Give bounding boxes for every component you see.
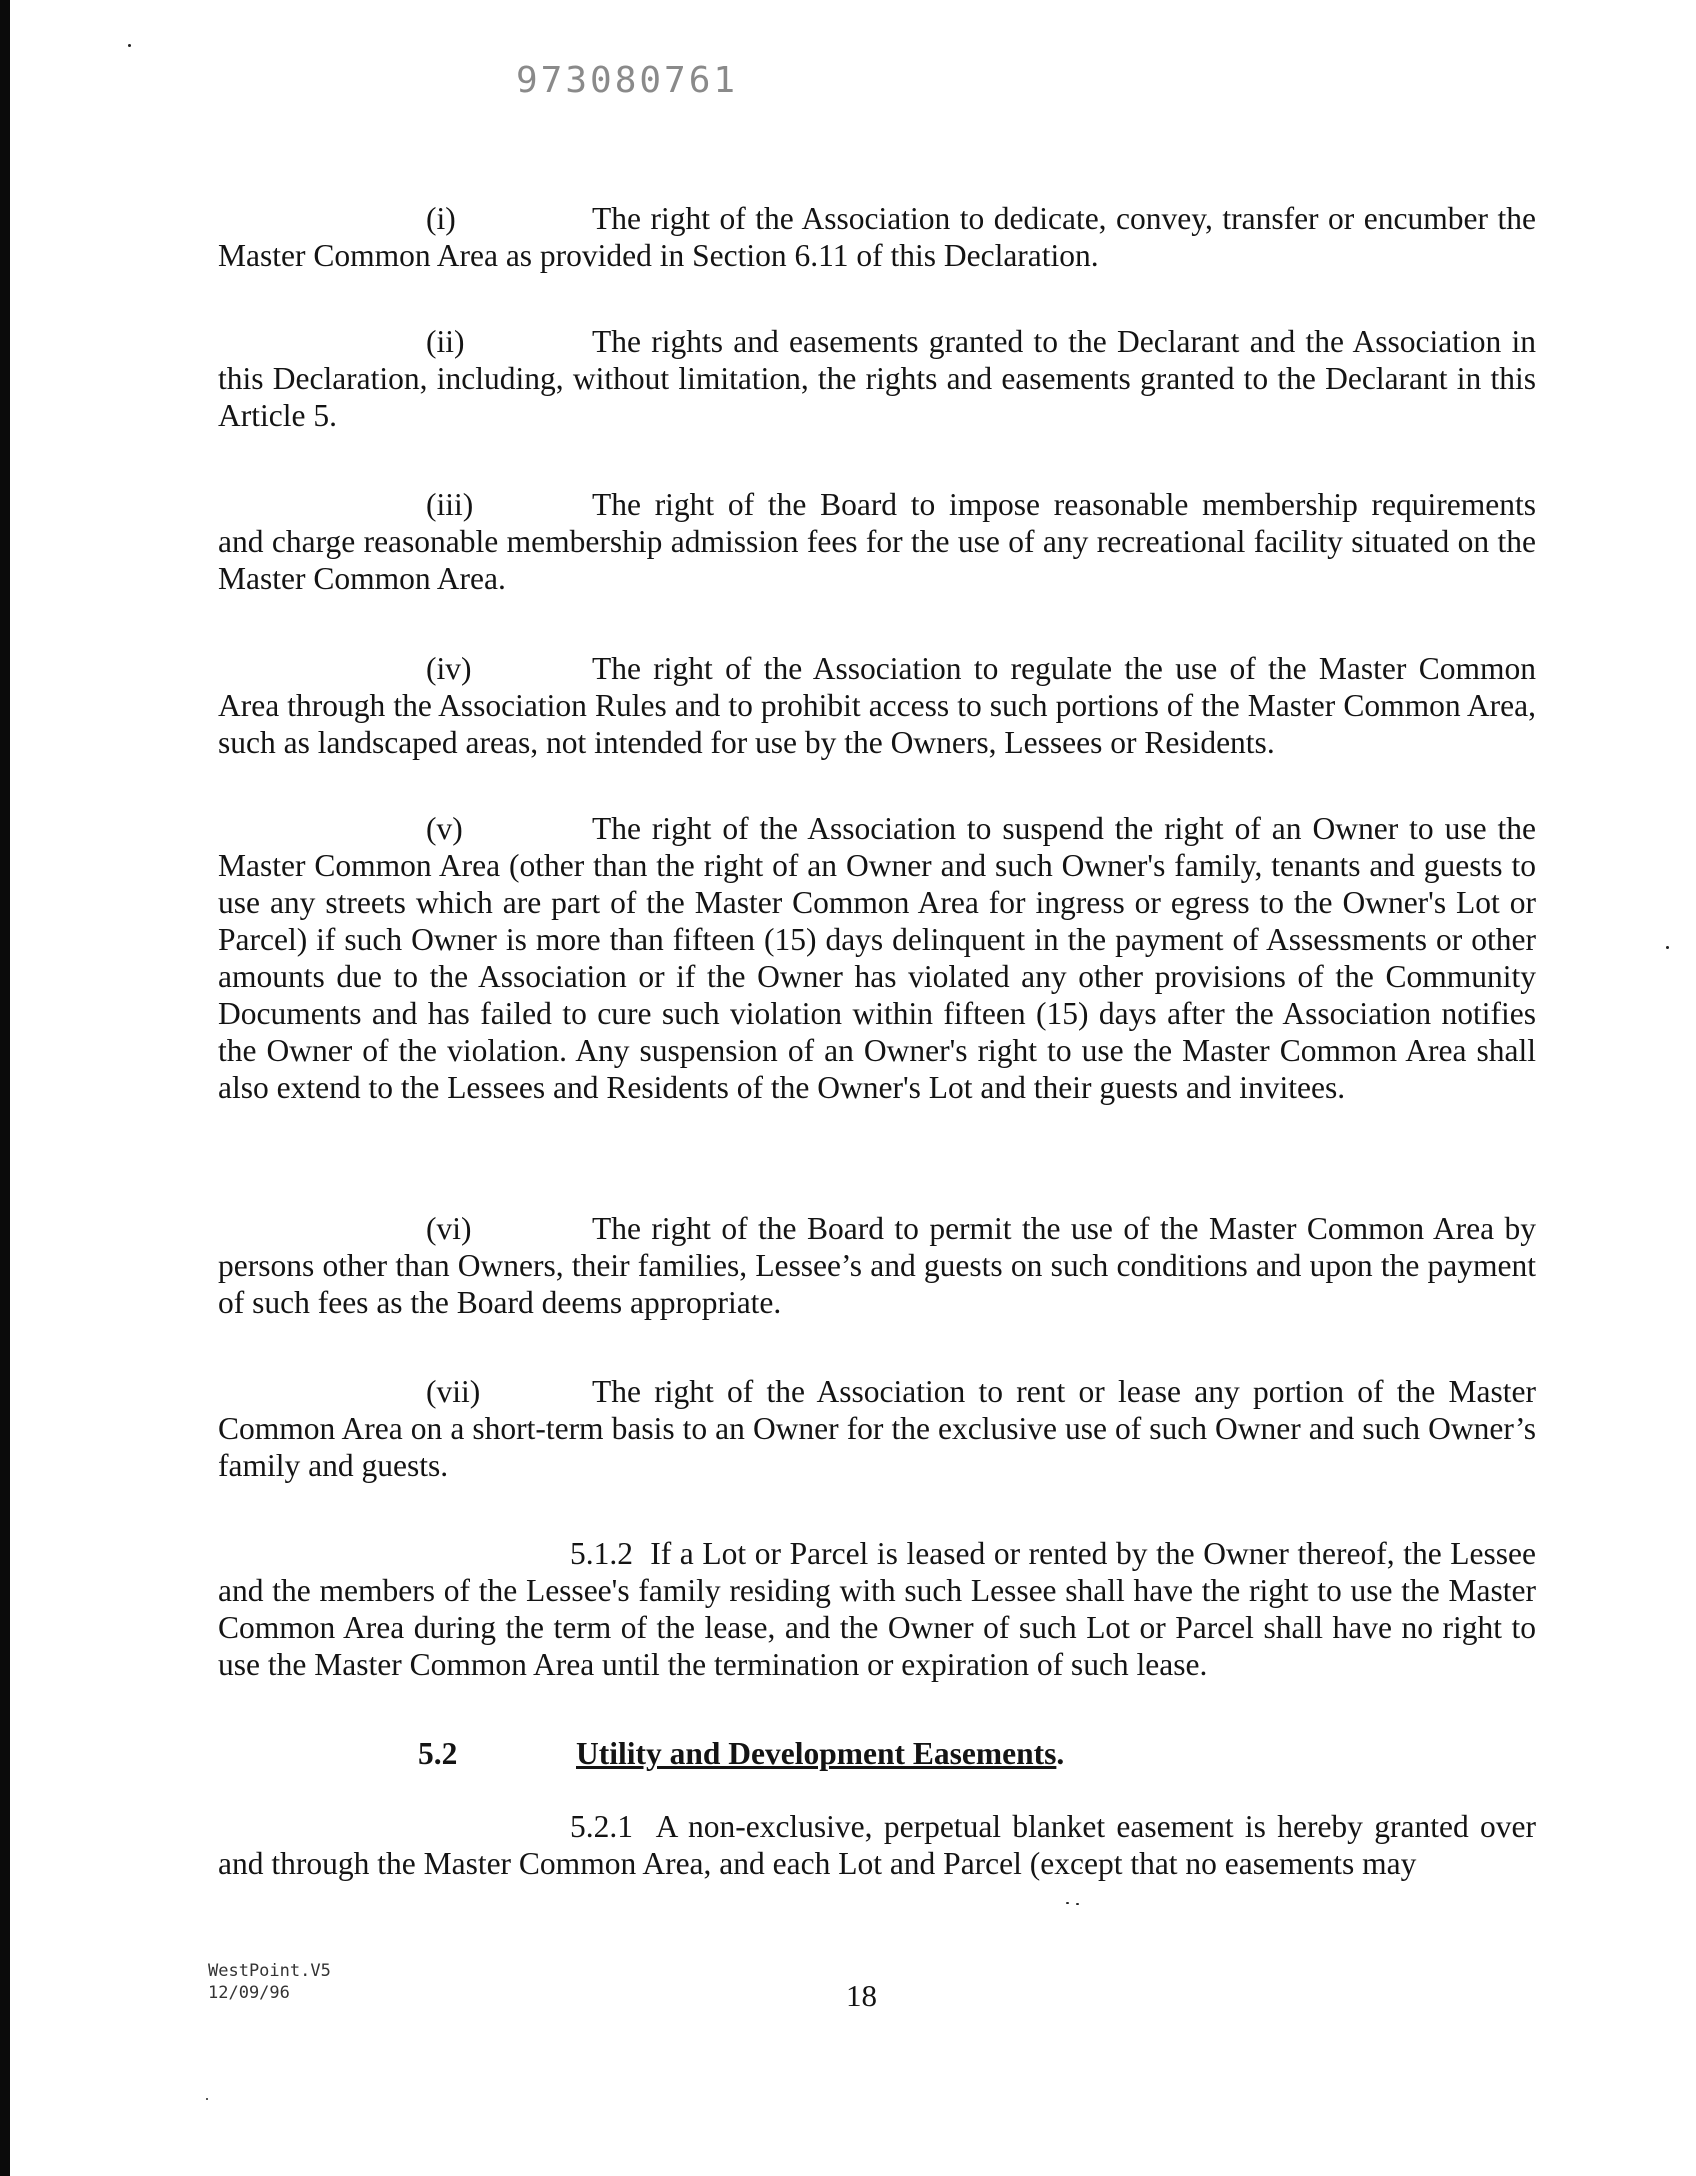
item-text: The right of the Association to dedicate, convey, transfer or encumber the Master Common Area as provided in Section 6.11 of this Declaration.: [218, 201, 1536, 273]
scan-speck: [1066, 1902, 1069, 1904]
subsection-5-2-1: [218, 1808, 1536, 1882]
section-title-period: .: [1056, 1736, 1065, 1771]
item-text: The right of the Association to regulate the use of the Master Common Area through the Association Rules and to prohibit access to such portions of the Master Common Area, such as landscaped areas, not intended for use by the Owners, Lessees or Residents.: [218, 651, 1536, 760]
document-number-stamp: 973080761: [516, 60, 739, 101]
item-number: (v): [426, 811, 463, 846]
item-number: (vii): [426, 1374, 481, 1409]
item-number: (iv): [426, 651, 472, 686]
scan-speck: [1666, 946, 1669, 949]
section-title: Utility and Development Easements: [576, 1736, 1057, 1771]
section-heading-5-2: [418, 1735, 1064, 1772]
scan-left-edge: [0, 0, 10, 2176]
subsection-5-1-2: [218, 1535, 1536, 1683]
item-number: (i): [426, 201, 456, 236]
item-text: The rights and easements granted to the Declarant and the Association in this Declaration, including, without limitation, the rights and easements granted to the Declarant in this Article 5.: [218, 324, 1536, 433]
scan-speck: [128, 44, 131, 47]
paragraph-i: [218, 200, 1536, 274]
paragraph-v: [218, 810, 1536, 1106]
paragraph-iii: [218, 486, 1536, 597]
footer-file-name: WestPoint.V5: [208, 1961, 331, 1981]
item-text: The right of the Association to suspend the right of an Owner to use the Master Common Area (other than the right of an Owner and such Owner's family, tenants and guests to use any streets which are part of the Master Common Area for ingress or egress to the Owner's Lot or Parcel) if such Owner is more than fifteen (15) days delinquent in the payment of Assessments or other amounts due to the Association or if the Owner has violated any other provisions of the Community Documents and has failed to cure such violation within fifteen (15) days after the Association notifies the Owner of the violation. Any suspension of an Owner's right to use the Master Common Area shall also extend to the Lessees and Residents of the Owner's Lot and their guests and invitees.: [218, 811, 1536, 1105]
item-number: (iii): [426, 487, 474, 522]
page-number: 18: [846, 1978, 877, 2013]
scan-speck: [1076, 1903, 1079, 1905]
subsection-number: 5.1.2: [570, 1536, 633, 1571]
item-text: The right of the Board to permit the use of the Master Common Area by persons other than Owners, their families, Lessee’s and guests on such conditions and upon the payment of such fees as the Board deems appropriate.: [218, 1211, 1536, 1320]
paragraph-ii: [218, 323, 1536, 434]
item-number: (ii): [426, 324, 465, 359]
subsection-number: 5.2.1: [570, 1809, 633, 1844]
footer-file-info: [208, 1960, 331, 2004]
paragraph-iv: [218, 650, 1536, 761]
scan-speck: [206, 2098, 208, 2100]
section-number: 5.2: [418, 1736, 458, 1771]
item-text: The right of the Board to impose reasonable membership requirements and charge reasonable membership admission fees for the use of any recreational facility situated on the Master Common Area.: [218, 487, 1536, 596]
paragraph-vii: [218, 1373, 1536, 1484]
subsection-text: A non-exclusive, perpetual blanket easement is hereby granted over and through the Master Common Area, and each Lot and Parcel (except that no easements may: [218, 1809, 1536, 1881]
footer-date: 12/09/96: [208, 1983, 290, 2003]
subsection-text: If a Lot or Parcel is leased or rented by the Owner thereof, the Lessee and the members of the Lessee's family residing with such Lessee shall have the right to use the Master Common Area during the term of the lease, and the Owner of such Lot or Parcel shall have no right to use the Master Common Area until the termination or expiration of such lease.: [218, 1536, 1536, 1682]
item-number: (vi): [426, 1211, 472, 1246]
item-text: The right of the Association to rent or lease any portion of the Master Common Area on a short-term basis to an Owner for the exclusive use of such Owner and such Owner’s family and guests.: [218, 1374, 1536, 1483]
paragraph-vi: [218, 1210, 1536, 1321]
